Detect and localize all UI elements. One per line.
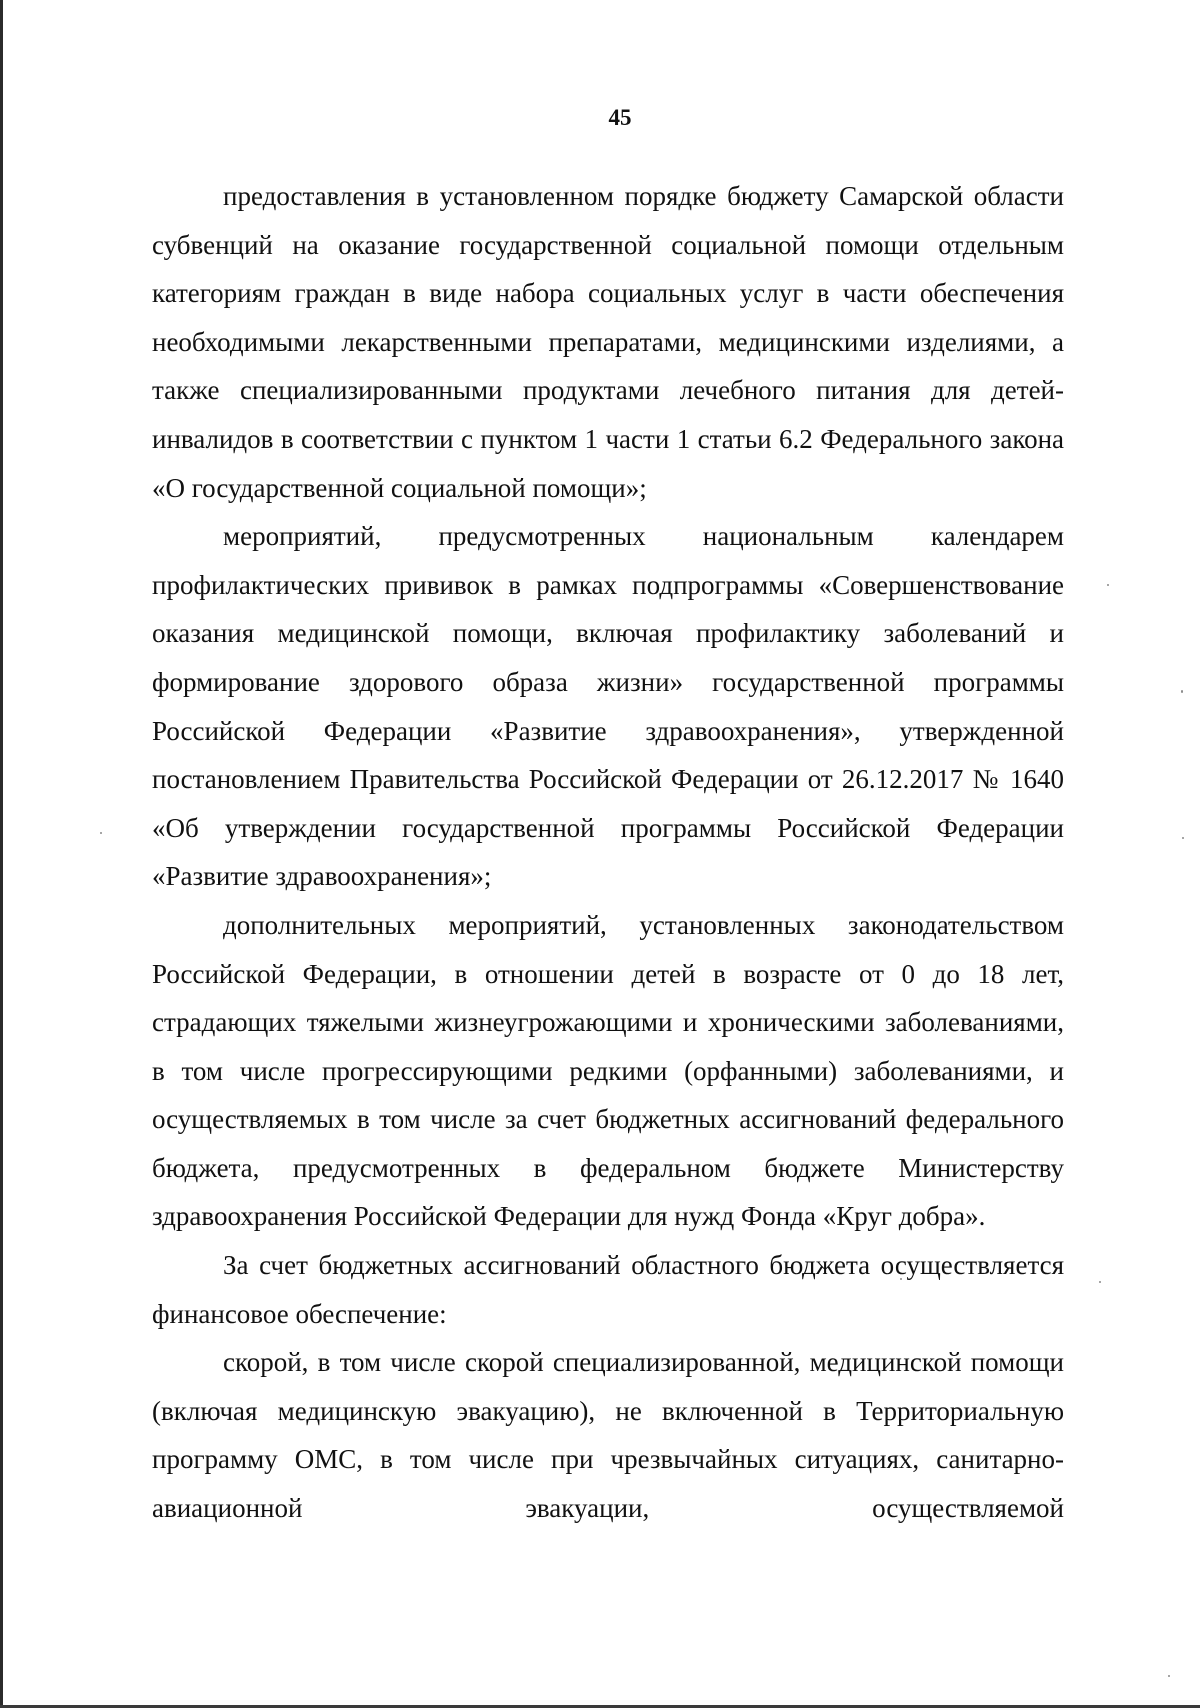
scan-speck	[1182, 837, 1184, 839]
scan-border-left	[0, 0, 3, 1708]
scan-speck	[1168, 1675, 1170, 1677]
paragraph-emergency-care: скорой, в том числе скорой специализированной, медицинской помощи (включая медицинскую эвакуацию), не включенной в Территориальную программу ОМС, в том числе при чрезвычайных ситуациях, санитарно-авиационной эвакуации, осуществляемой	[152, 1347, 1064, 1524]
scan-speck	[100, 832, 102, 834]
scan-speck	[1107, 584, 1109, 586]
paragraph-vaccinations: мероприятий, предусмотренных национальным календарем профилактических прививок в рамках подпрограммы «Совершенствование оказания медицинской помощи, включая профилактику заболеваний и формирование здорового образа жизни» государственной программы Российской Федерации «Развитие здравоохранения», утвержденной постановлением Правительства Российской Федерации от 26.12.2017 № 1640 «Об утверждении государственной программы Российской Федерации «Развитие здравоохранения»;	[152, 521, 1064, 892]
document-body	[152, 172, 1064, 1533]
paragraph-subventions: предоставления в установленном порядке бюджету Самарской области субвенций на оказание государственной социальной помощи отдельным категориям граждан в виде набора социальных услуг в части обеспечения необходимыми лекарственными препаратами, медицинскими изделиями, а также специализированными продуктами лечебного питания для детей-инвалидов в соответствии с пунктом 1 части 1 статьи 6.2 Федерального закона «О государственной социальной помощи»;	[152, 181, 1064, 503]
page-number: 45	[608, 105, 632, 130]
scan-speck	[1099, 1281, 1101, 1283]
paragraph-regional-budget: За счет бюджетных ассигнований областного бюджета осуществляется финансовое обеспечение:	[152, 1250, 1064, 1329]
paragraph-children-measures: дополнительных мероприятий, установленных законодательством Российской Федерации, в отношении детей в возрасте от 0 до 18 лет, страдающих тяжелыми жизнеугрожающими и хроническими заболеваниями, в том числе прогрессирующими редкими (орфанными) заболеваниями, и осуществляемых в том числе за счет бюджетных ассигнований федерального бюджета, предусмотренных в федеральном бюджете Министерству здравоохранения Российской Федерации для нужд Фонда «Круг добра».	[152, 909, 1064, 1232]
scan-speck	[1181, 690, 1183, 693]
